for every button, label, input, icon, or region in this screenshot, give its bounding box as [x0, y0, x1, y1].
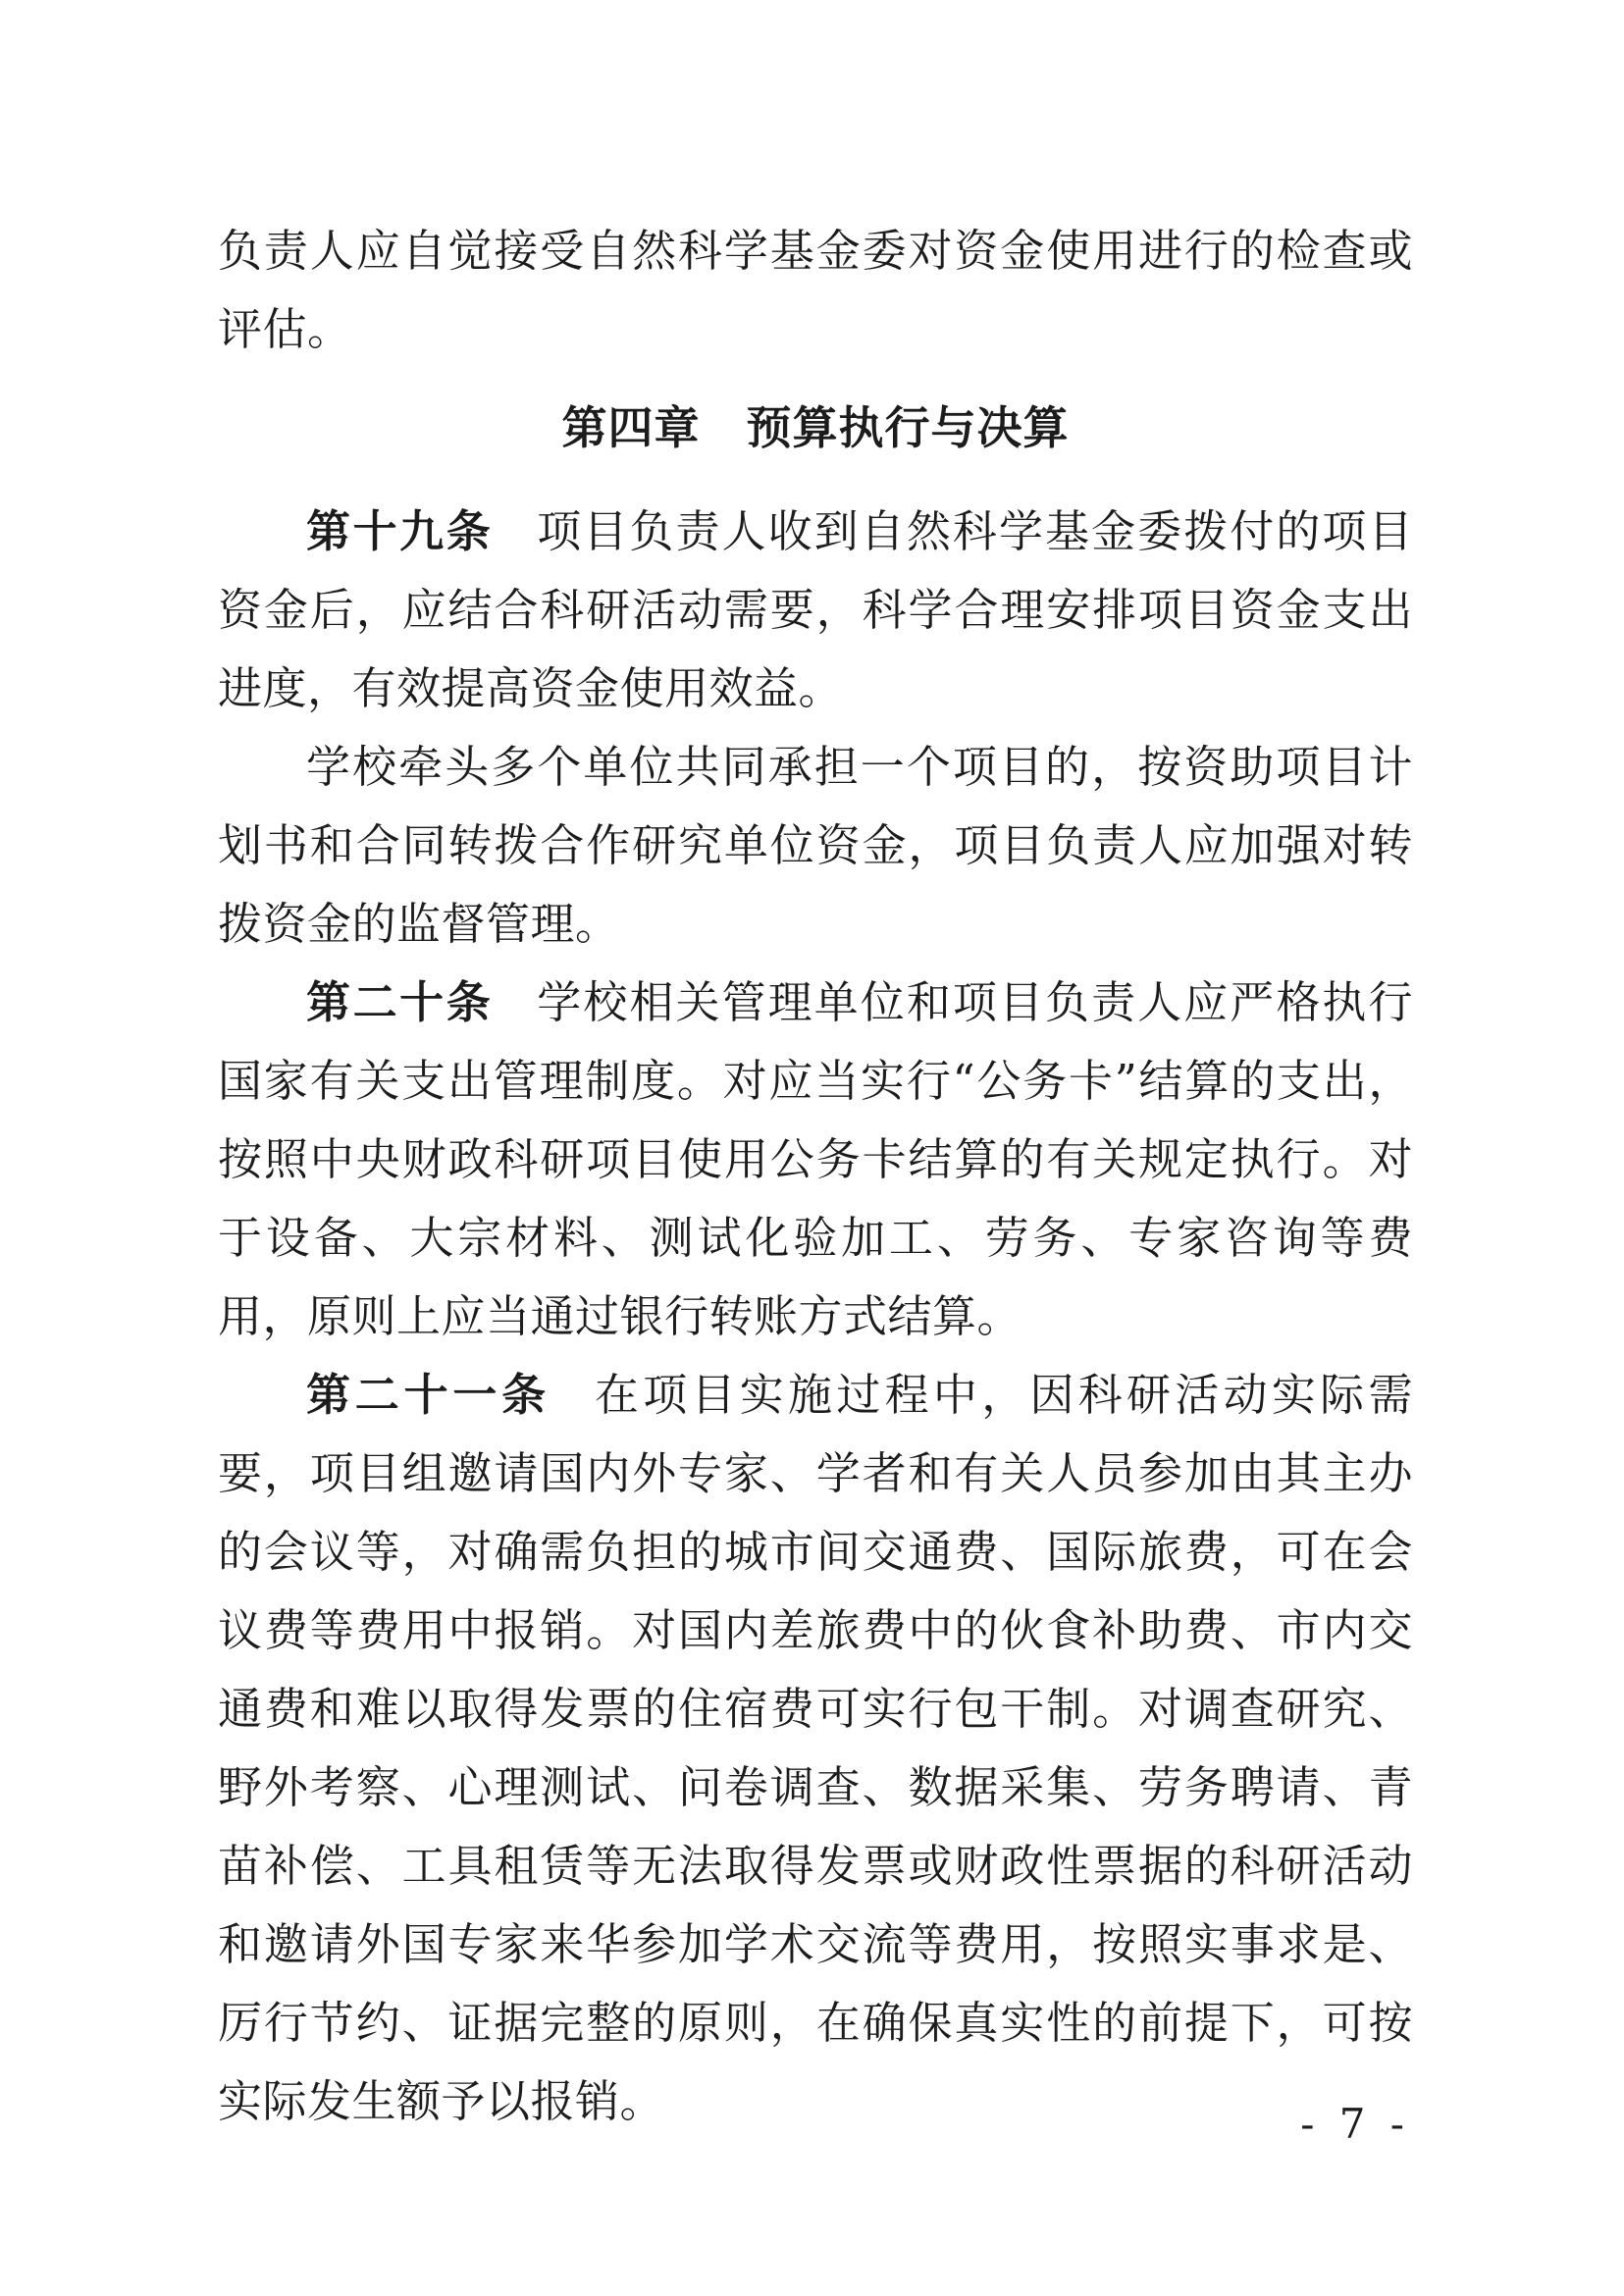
document-content	[218, 212, 1413, 2141]
paragraph-article-19	[218, 493, 1413, 728]
paragraph-article-20	[218, 964, 1413, 1356]
paragraph-continuation: 负责人应自觉接受自然科学基金委对资金使用进行的检查或评估。	[218, 225, 1413, 355]
article-21-text: 在项目实施过程中，因科研活动实际需要，项目组邀请国内外专家、学者和有关人员参加由其主办的会议等，对确需负担的城市间交通费、国际旅费，可在会议费等费用中报销。对国内差旅费中的伙食补助费、市内交通费和难以取得发票的住宿费可实行包干制。对调查研究、野外考察、心理测试、问卷调查、数据采集、劳务聘请、青苗补偿、工具租赁等无法取得发票或财政性票据的科研活动和邀请外国专家来华参加学术交流等费用，按照实事求是、厉行节约、证据完整的原则，在确保真实性的前提下，可按实际发生额予以报销。	[218, 1369, 1413, 2127]
paragraph-article-21	[218, 1356, 1413, 2141]
article-21-number: 第二十一条	[306, 1369, 550, 1421]
article-19-text: 项目负责人收到自然科学基金委拨付的项目资金后，应结合科研活动需要，科学合理安排项目资金支出进度，有效提高资金使用效益。	[218, 505, 1413, 714]
article-20-number: 第二十条	[306, 976, 494, 1028]
article-20-text: 学校相关管理单位和项目负责人应严格执行国家有关支出管理制度。对应当实行“公务卡”结算的支出，按照中央财政科研项目使用公务卡结算的有关规定执行。对于设备、大宗材料、测试化验加工、劳务、专家咨询等费用，原则上应当通过银行转账方式结算。	[218, 976, 1413, 1342]
page-number: - 7 -	[1300, 2100, 1410, 2148]
article-19-number: 第十九条	[306, 505, 494, 557]
chapter-heading: 第四章 预算执行与决算	[561, 401, 1070, 454]
article-19-sub-text: 学校牵头多个单位共同承担一个项目的，按资助项目计划书和合同转拨合作研究单位资金，项目负责人应加强对转拨资金的监督管理。	[218, 741, 1413, 950]
paragraph-article-19-sub	[218, 728, 1413, 964]
